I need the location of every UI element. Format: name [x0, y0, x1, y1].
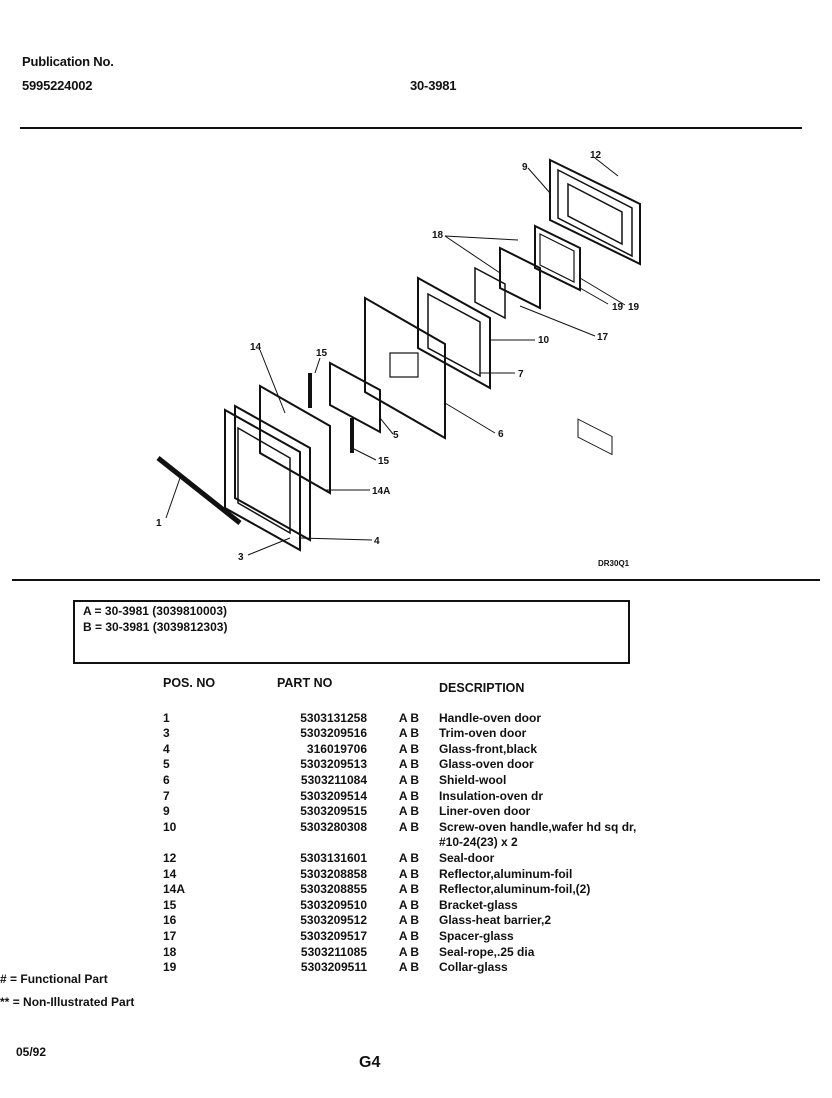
model-cell: A B — [398, 866, 420, 881]
diagram-rule — [12, 579, 820, 581]
part-number-cell: 5303209517 — [300, 928, 367, 943]
callout-9: 9 — [522, 162, 528, 173]
description-cell: Shield-wool — [439, 772, 507, 787]
pos-cell: 14 — [163, 866, 177, 881]
callout-10: 10 — [538, 335, 550, 346]
table-row — [163, 960, 689, 976]
pos-cell: 14A — [163, 882, 186, 897]
table-row — [163, 789, 689, 805]
pos-cell: 18 — [163, 944, 177, 959]
description-cell: Screw-oven handle,wafer hd sq dr, — [439, 819, 637, 834]
non-illustrated-note: ** = Non-Illustrated Part — [0, 995, 135, 1009]
publication-date: 05/92 — [16, 1045, 47, 1059]
description-cell: Spacer-glass — [439, 928, 514, 943]
part-number-cell: 316019706 — [306, 741, 367, 756]
table-row — [163, 929, 689, 945]
model-cell: A B — [398, 710, 420, 725]
description-cell: Reflector,aluminum-foil,(2) — [439, 882, 591, 897]
callout-4: 4 — [374, 536, 380, 547]
table-row — [163, 742, 689, 758]
table-row — [163, 757, 689, 773]
description-cell: Bracket-glass — [439, 897, 518, 912]
model-cell: A B — [398, 804, 420, 819]
table-row — [163, 804, 689, 820]
model-cell: A B — [398, 741, 420, 756]
pos-cell: 4 — [163, 741, 170, 756]
part-number-cell: 5303209516 — [300, 726, 367, 741]
model-cell: A B — [398, 960, 420, 975]
pos-cell: 17 — [163, 928, 177, 943]
parts-table-header — [163, 676, 689, 711]
table-row — [163, 711, 689, 727]
legend-line-a: A = 30-3981 (3039810003) — [83, 604, 227, 618]
diagram-code: DR30Q1 — [598, 559, 630, 568]
model-cell: A B — [398, 850, 420, 865]
callout-7: 7 — [518, 369, 524, 380]
table-row — [163, 882, 689, 898]
header-pos: POS. NO — [163, 676, 216, 690]
model-cell: A B — [398, 913, 420, 928]
callout-17: 17 — [597, 332, 609, 343]
description-cell: Glass-front,black — [439, 741, 538, 756]
pos-cell: 7 — [163, 788, 170, 803]
model-legend-box — [73, 600, 630, 664]
callout-15-bottom: 15 — [378, 456, 390, 467]
model-cell: A B — [398, 788, 420, 803]
description-cell: Handle-oven door — [439, 710, 542, 725]
model-cell — [367, 835, 439, 851]
part-number-cell: 5303209512 — [300, 913, 367, 928]
callout-1: 1 — [156, 518, 162, 529]
table-row — [163, 835, 689, 851]
part-number-cell: 5303211084 — [300, 772, 367, 787]
publication-number: 5995224002 — [22, 78, 93, 93]
part-number-cell — [263, 835, 367, 851]
functional-part-marker: # — [0, 972, 7, 986]
exploded-oven-door-diagram — [140, 148, 660, 578]
callout-14a: 14A — [372, 486, 391, 497]
part-number-cell: 5303280308 — [300, 819, 367, 834]
description-cell: Seal-door — [439, 850, 495, 865]
legend-line-b: B = 30-3981 (3039812303) — [83, 620, 228, 634]
pos-cell: 10 — [163, 819, 177, 834]
publication-label: Publication No. — [22, 54, 114, 69]
model-cell: A B — [398, 944, 420, 959]
callout-14: 14 — [250, 342, 262, 353]
description-cell: #10-24(23) x 2 — [439, 835, 518, 850]
part-number-cell: 5303131258 — [300, 710, 367, 725]
callout-19: 19 — [628, 302, 640, 313]
pos-cell: 19 — [163, 960, 177, 975]
part-number-cell: 5303209514 — [300, 788, 367, 803]
part-number-cell: 5303208858 — [300, 866, 367, 881]
model-cell: A B — [398, 819, 420, 834]
table-row — [163, 867, 689, 883]
callout-6: 6 — [498, 429, 504, 440]
part-number-cell: 5303211085 — [300, 944, 367, 959]
model-cell: A B — [398, 897, 420, 912]
parts-table — [163, 676, 689, 976]
table-row — [163, 945, 689, 961]
header-part: PART NO — [277, 676, 333, 690]
description-cell: Liner-oven door — [439, 804, 531, 819]
pos-cell: 1 — [163, 710, 170, 725]
table-row — [163, 898, 689, 914]
page-number: G4 — [359, 1054, 381, 1071]
header-desc: DESCRIPTION — [439, 681, 525, 695]
pos-cell: 9 — [163, 804, 170, 819]
description-cell: Insulation-oven dr — [439, 788, 544, 803]
callout-18: 19 — [612, 302, 624, 313]
model-cell: A B — [398, 882, 420, 897]
model-cell: A B — [398, 772, 420, 787]
pos-cell — [163, 835, 263, 851]
model-cell: A B — [398, 726, 420, 741]
callout-15-top: 15 — [316, 348, 328, 359]
pos-cell: 3 — [163, 726, 170, 741]
description-cell: Trim-oven door — [439, 726, 527, 741]
functional-part-note: # = Functional Part — [0, 972, 108, 986]
part-number-cell: 5303209513 — [300, 757, 367, 772]
pos-cell: 12 — [163, 850, 177, 865]
description-cell: Glass-heat barrier,2 — [439, 913, 552, 928]
callout-12: 12 — [590, 150, 602, 161]
pos-cell: 15 — [163, 897, 177, 912]
part-number-cell: 5303209511 — [300, 960, 367, 975]
model-cell: A B — [398, 757, 420, 772]
pos-cell: 16 — [163, 913, 177, 928]
header-rule — [20, 127, 802, 129]
model-code: 30-3981 — [410, 78, 457, 93]
callout-16: 18 — [432, 230, 444, 241]
part-number-cell: 5303131601 — [300, 850, 367, 865]
pos-cell: 6 — [163, 772, 170, 787]
table-row — [163, 820, 689, 836]
part-number-cell: 5303208855 — [300, 882, 367, 897]
part-number-cell: 5303209515 — [300, 804, 367, 819]
table-row — [163, 773, 689, 789]
pos-cell: 5 — [163, 757, 170, 772]
table-row — [163, 726, 689, 742]
callout-5: 5 — [393, 430, 399, 441]
model-cell: A B — [398, 928, 420, 943]
description-cell: Reflector,aluminum-foil — [439, 866, 573, 881]
callout-3: 3 — [238, 552, 244, 563]
table-row — [163, 913, 689, 929]
non-illustrated-marker: ** — [0, 995, 10, 1009]
description-cell: Glass-oven door — [439, 757, 534, 772]
part-number-cell: 5303209510 — [300, 897, 367, 912]
description-cell: Collar-glass — [439, 960, 508, 975]
table-row — [163, 851, 689, 867]
description-cell: Seal-rope,.25 dia — [439, 944, 535, 959]
